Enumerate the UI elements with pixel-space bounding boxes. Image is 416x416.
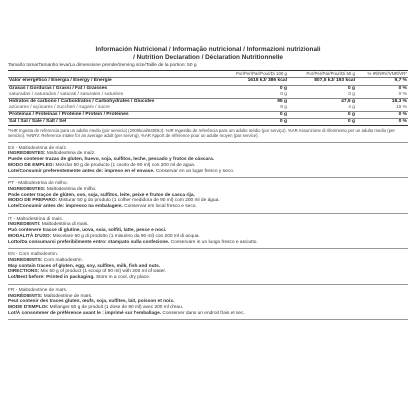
language-line (8, 169, 408, 175)
nutrition-row (8, 119, 408, 126)
language-title: PT - Maltodextrina de milho. (8, 181, 68, 187)
language-line-text: Store in a cool, dry place. (94, 275, 151, 281)
nutrient-label: Valor energético / Energia / Energy / Energie (8, 78, 232, 85)
value-per-100g: 1615 kJ/ 386 kcal (232, 78, 288, 85)
nutrition-label (8, 46, 408, 320)
language-title: FR - Maltodextrine de maïs. (8, 287, 68, 293)
language-line-text: Misturar 50 g do produto (1 colher medidora de 90 ml) com 200 ml de água. (57, 198, 220, 204)
nutrition-row (8, 98, 408, 105)
language-line-bold: INGREDIENTI: (8, 222, 41, 228)
language-line-bold: MODO DE PREPARO: (8, 198, 58, 204)
value-per-50g: 0 g (288, 111, 356, 118)
value-ri-percent: 0 % (356, 111, 408, 118)
value-per-100g: 0 g (232, 119, 288, 126)
language-line-bold: MODALITÀ D'USO: (8, 233, 52, 239)
serving-size: Tamaño toma/Tamanho leva/La dimensione prende/Serving size/Taille de la portion: 50 g (8, 63, 197, 69)
value-per-50g: 0 g (348, 91, 355, 97)
language-line-bold: May contain traces of gluten, egg, soy, sulfites, milk, fish and nuts. (8, 263, 161, 269)
language-line-bold: INGREDIENTES: (8, 186, 46, 192)
language-line-bold: Puede contener trazas de gluten, huevo, soja, sulfitos, leche, pescado y frutos de cáscara. (8, 157, 215, 163)
language-line-text: Maltodextrine de maïs. (42, 293, 93, 299)
table-header-blank (8, 71, 232, 78)
nutrient-label: Hidratos de carbono / Carboidratos / Carbohydrates / Glucides (8, 98, 232, 105)
nutrition-row (8, 105, 408, 112)
col-header-per-100g: Por/Per/Par/Pour/Di 100 g (232, 71, 288, 78)
nutrition-row (8, 111, 408, 118)
col-header-ri: % IR/NRV/VNR/VR* (356, 71, 408, 78)
language-line-bold: Lote/Consumir antes de: impresso na embalagem. (8, 204, 123, 210)
value-ri-percent: 18,3 % (356, 98, 408, 105)
nutrient-label: Proteínas / Proteínas / Proteine / Protein / Protéines (8, 111, 232, 118)
value-per-100g: 0 g (280, 91, 287, 97)
nutrition-row (8, 85, 408, 92)
value-per-50g: 807,5 kJ/ 193 kcal (288, 78, 356, 85)
language-section (8, 249, 408, 285)
value-per-100g: 95 g (232, 98, 288, 105)
value-ri-percent: 16 % (395, 104, 407, 110)
language-line-text: Mix 50 g of product (1 scoop of 90 ml) with 200 ml of water. (39, 269, 167, 275)
nutrient-label: Grasas / Gorduras / Grassi / Fat / Graisses (8, 85, 232, 92)
language-line-text: Conservar em local fresco e seco. (122, 204, 197, 210)
language-title: EN - Corn maltodextrin. (8, 252, 59, 258)
language-line-bold: Lotto/Da consumarsi preferibilmente entro: stampato sulla confezione. (8, 239, 170, 245)
language-line-text: Maltodestrina di mais. (40, 222, 89, 228)
value-per-100g: 0 g (232, 85, 288, 92)
language-line-bold: Lot/Best before: Printed in packaging. (8, 275, 95, 281)
language-line-bold: Può contenere tracce di glutine, uova, soia, solfiti, latte, pesce e noci. (8, 228, 167, 234)
language-line (8, 311, 408, 317)
language-line-text: Maltodextrina de maíz. (45, 151, 96, 157)
language-line-text: Mezclar 50 g de producto (1 cacito de 90 ml) con 200 ml de agua. (54, 162, 196, 168)
value-per-50g: 47,5 g (288, 98, 356, 105)
reference-intake-note: *%IR Ingesta de referencia para un adulto medio (por servicio) (2000kcal/8400kJ). %IR Ingestão de referência para um adulto médio (por serviço). %AR Assunzione di riferimento per un adulto medio (per servizio). %NRV: Reference intake for an average adult (per serving). %AR Apport de référence pour un adulte moyen (par service). (8, 128, 408, 143)
language-line-text: Conserver dans un endroit frais et sec. (161, 310, 245, 316)
value-per-50g: 0 g (288, 85, 356, 92)
header-line-1: Información Nutricional / Informação nutricional / Informazioni nutrizionali (95, 46, 321, 53)
language-line-bold: MODO DE EMPLEO: (8, 162, 55, 168)
language-line (8, 240, 408, 246)
language-sections (8, 143, 408, 321)
language-line-bold: MODE D'EMPLOI: (8, 304, 49, 310)
language-line-text: Maltodextrina de milho. (45, 186, 97, 192)
nutrient-label: saturadas / saturados / saturati / saturates / saturées (9, 91, 124, 97)
language-line-text: Corn maltodextrin. (42, 257, 83, 263)
language-line-text: Mélanger 50 g de produit (1 dose de 90 ml) avec 200 ml d'eau. (48, 304, 184, 310)
header-line-2: / Nutrition Declaration / Déclaration Nutritionnelle (133, 53, 283, 61)
col-header-per-50g: Por/Per/Par/Pour/Di 50 g (288, 71, 356, 78)
language-line-bold: Peut contenir des traces gluten, œufs, soja, sulfites, lait, poisson et noix. (8, 299, 175, 305)
value-per-50g: 0 g (288, 119, 356, 126)
label-header (8, 46, 408, 61)
language-line-bold: Pode conter traços de glúten, ovo, soja, sulfitos, leite, peixe e frutos de casca rija. (8, 192, 195, 198)
nutrient-label: Sal / Sal / Sale / Salt / Sel (8, 119, 232, 126)
nutrition-table (8, 70, 408, 126)
language-line-bold: Lot/À consommer de préférence avant le : imprimé sur l'emballage. (8, 310, 162, 316)
table-header-row (8, 71, 408, 78)
nutrition-row (8, 78, 408, 85)
value-ri-percent: 9,7 % (356, 78, 408, 85)
language-line-bold: DIRECTIONS: (8, 269, 40, 275)
value-ri-percent: 0 % (356, 119, 408, 126)
value-ri-percent: 0 % (356, 85, 408, 92)
value-per-100g: 8 g (280, 104, 287, 110)
language-section (8, 285, 408, 321)
language-line-bold: INGREDIENTS: (8, 257, 43, 263)
nutrient-label: azúcares / açúcares / zuccheri / sugars / sucre (9, 104, 110, 110)
language-section (8, 214, 408, 250)
language-line-text: Miscelare 50 g di prodotto (1 misurino da 90 ml) con 200 ml di acqua. (51, 233, 200, 239)
language-line-text: Conservare in un luogo fresco e asciutto. (169, 239, 258, 245)
language-section (8, 178, 408, 214)
nutrition-row (8, 92, 408, 99)
value-per-100g: 0 g (232, 111, 288, 118)
language-line-bold: INGRÉDIENTS: (8, 293, 43, 299)
value-per-50g: 4 g (348, 104, 355, 110)
language-line-bold: INGREDIENTES: (8, 151, 46, 157)
language-line (8, 275, 408, 281)
language-line (8, 204, 408, 210)
language-title: IT - Maltodestrina di mais. (8, 216, 64, 222)
language-section (8, 143, 408, 179)
language-title: ES - Maltodextrina de maíz. (8, 145, 68, 151)
language-line-text: Conservar en un lugar fresco y seco. (154, 168, 235, 174)
language-line-bold: Lote/Consumir preferentemente antes de: impreso en el envase. (8, 168, 155, 174)
value-ri-percent: 0 % (398, 91, 407, 97)
